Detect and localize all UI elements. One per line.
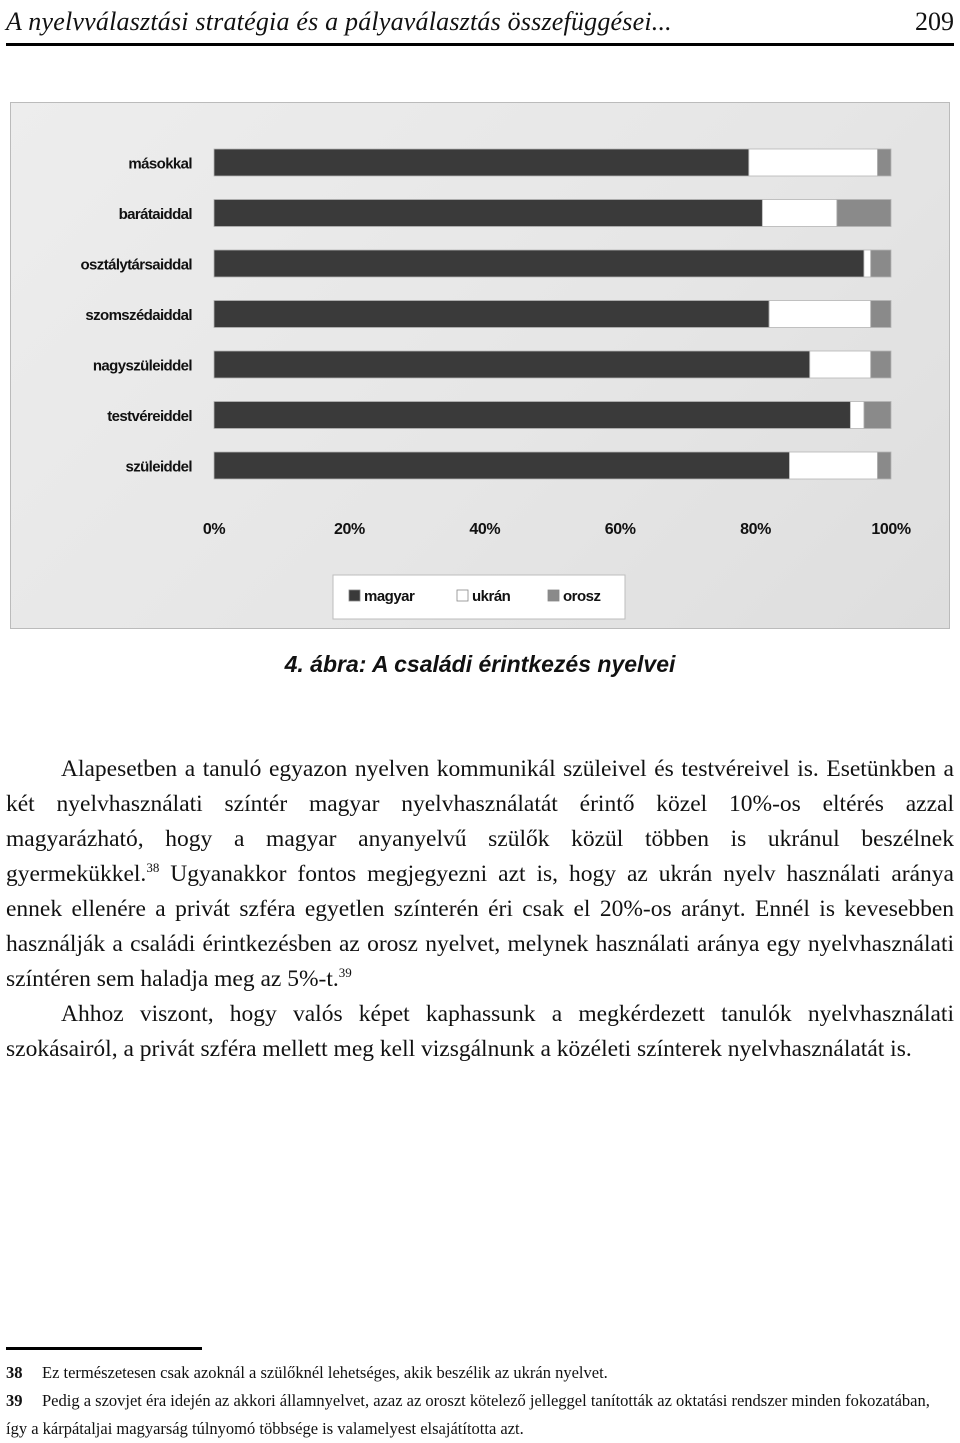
bar-segment-ukrán: [864, 250, 871, 277]
bar-segment-magyar: [214, 149, 749, 176]
footnote-text: Pedig a szovjet éra idején az akkori államnyelvet, azaz az oroszt kötelező jelleggel tanították az oktatási rendszer minden fokozatában, így a kárpátaljai magyarság túlnyomó többsége is valamelyest elsajátította azt.: [6, 1391, 930, 1438]
bar-segment-magyar: [214, 351, 810, 378]
bar-segment-magyar: [214, 200, 762, 227]
legend-swatch-ukrán: [457, 590, 468, 601]
bar-segment-ukrán: [749, 149, 878, 176]
category-label: testvéreiddel: [107, 408, 192, 425]
legend-label-ukrán: ukrán: [472, 588, 511, 605]
bar-segment-orosz: [871, 301, 891, 328]
bar-segment-magyar: [214, 250, 864, 277]
category-label: osztálytársaiddal: [80, 256, 192, 274]
running-title: A nyelvválasztási stratégia és a pályaválasztás összefüggései...: [6, 7, 672, 36]
bar-segment-magyar: [214, 452, 789, 479]
figure-chart: [10, 102, 950, 629]
footnote-39: [6, 1387, 954, 1443]
paragraph-2: Ahhoz viszont, hogy valós képet kaphassunk a megkérdezett tanulók nyelvhasználati szokásairól, a privát szféra mellett meg kell vizsgálnunk a közéleti színterek nyelvhasználatát is.: [6, 1001, 954, 1062]
footnote-38: [6, 1359, 954, 1387]
bar-segment-ukrán: [789, 452, 877, 479]
x-tick-label: 100%: [871, 521, 911, 538]
bar-segment-orosz: [877, 149, 891, 176]
bar-segment-ukrán: [810, 351, 871, 378]
stacked-bar-chart: [11, 103, 949, 628]
category-label: nagyszüleiddel: [92, 357, 192, 375]
bar-segment-ukrán: [762, 200, 836, 227]
bar-segment-magyar: [214, 402, 850, 429]
x-tick-label: 60%: [604, 521, 636, 538]
legend-label-magyar: magyar: [364, 588, 415, 605]
x-tick-label: 80%: [740, 521, 772, 538]
bar-segment-ukrán: [850, 402, 864, 429]
footnote-number: 38: [6, 1363, 23, 1382]
paragraph-1: [6, 752, 954, 997]
category-label: szüleiddel: [125, 458, 192, 476]
bar-segment-orosz: [864, 402, 891, 429]
bar-segment-orosz: [871, 351, 891, 378]
paragraph-1-part-a: Alapesetben a tanuló egyazon nyelven kommunikál szüleivel és testvéreivel is. Esetünkben a két nyelvhasználati színtér magyar nyelvhasználatát érintő közel 10%-os eltérés azzal magyarázható, hogy a magyar anyanyelvű szülők közül többen is ukránul beszélnek gyermekükkel.: [6, 756, 954, 887]
legend-swatch-orosz: [548, 590, 559, 601]
footnote-divider: [6, 1347, 202, 1350]
bar-segment-ukrán: [769, 301, 871, 328]
category-label: barátaiddal: [118, 206, 192, 223]
bar-segment-orosz: [871, 250, 891, 277]
footnotes: [6, 1359, 954, 1443]
footnote-number: 39: [6, 1391, 23, 1410]
bar-segment-orosz: [837, 200, 891, 227]
bar-segment-magyar: [214, 301, 769, 328]
page-number: 209: [915, 7, 954, 36]
paragraph-1-part-b: Ugyanakkor fontos megjegyezni azt is, hogy az ukrán nyelv használati aránya ennek ellenére a privát szféra egyetlen színterén éri csak el 20%-os arányt. Ennél is kevesebben használják a családi érintkezésben az orosz nyelvet, melynek használati aránya egy nyelvhasználati színtéren sem haladja meg az 5%-t.: [6, 861, 954, 992]
legend-label-orosz: orosz: [563, 588, 601, 605]
x-tick-label: 40%: [469, 521, 501, 538]
category-label: másokkal: [128, 155, 192, 173]
footnote-text: Ez természetesen csak azoknál a szülőknél lehetséges, akik beszélik az ukrán nyelvet.: [42, 1363, 608, 1382]
running-header: [6, 0, 954, 46]
footnote-ref-38[interactable]: 38: [146, 860, 160, 875]
category-label: szomszédaiddal: [85, 307, 192, 324]
bar-segment-orosz: [877, 452, 891, 479]
footnote-ref-39[interactable]: 39: [338, 965, 352, 980]
figure-caption: 4. ábra: A családi érintkezés nyelvei: [284, 651, 676, 677]
x-tick-label: 20%: [333, 521, 365, 538]
legend-swatch-magyar: [349, 590, 360, 601]
body-text: [6, 752, 954, 1067]
x-tick-label: 0%: [202, 521, 226, 538]
